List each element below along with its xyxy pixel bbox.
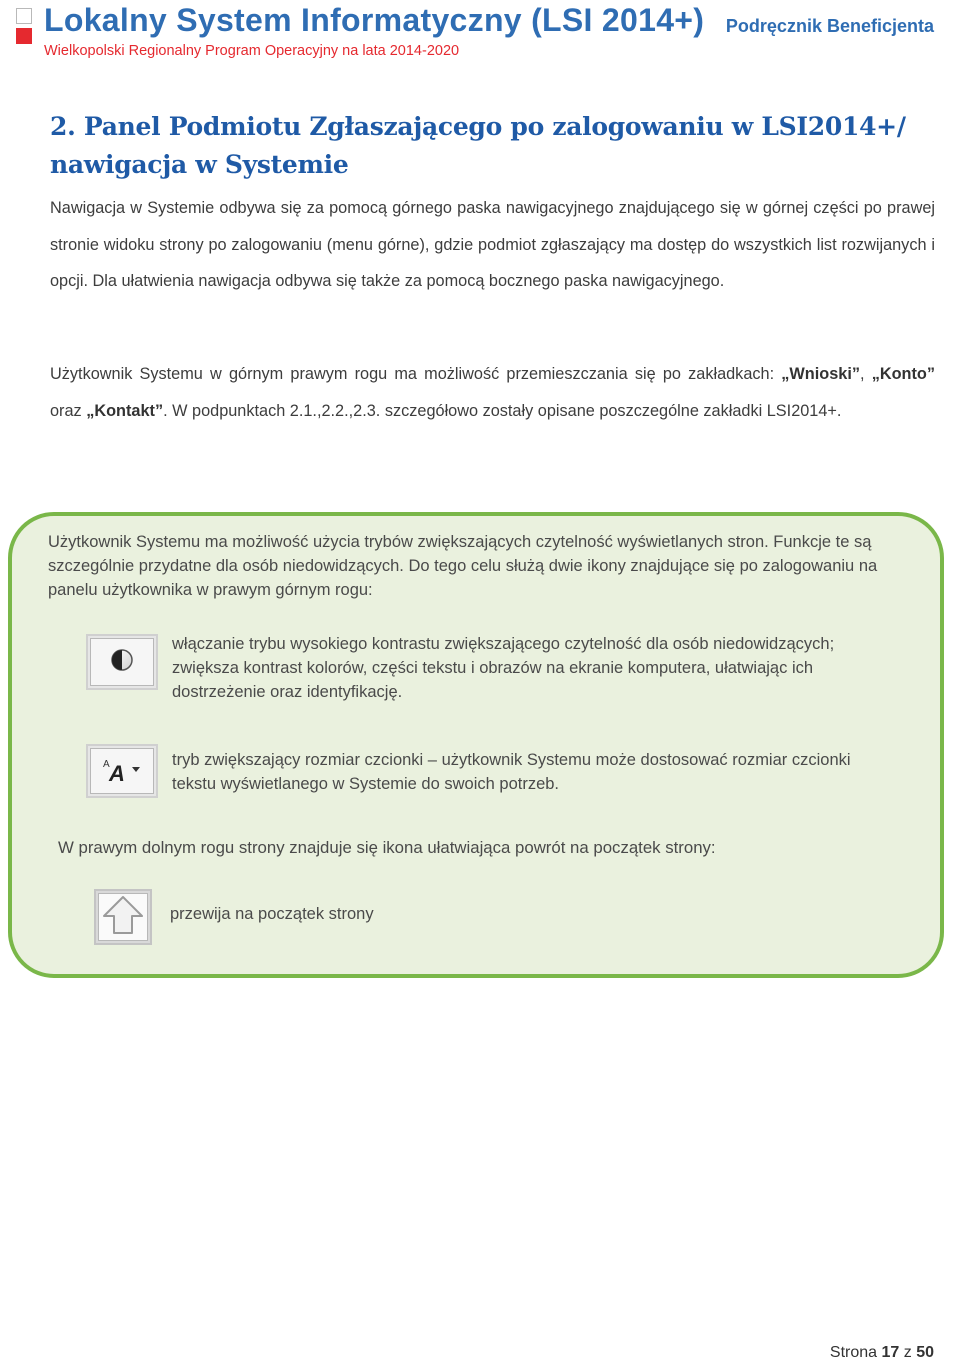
page-number <box>830 1344 934 1362</box>
separator: , <box>859 365 872 383</box>
scroll-top-button[interactable] <box>94 889 152 945</box>
svg-text:A: A <box>103 758 110 770</box>
logo-square-white <box>16 8 32 24</box>
navigation-paragraph: Nawigacja w Systemie odbywa się za pomocą górnego paska nawigacyjnego znajdującego się w górnej części po prawej stronie widoku strony po zalogowaniu (menu górne), gdzie podmiot zgłaszający ma dostęp do wszystkich list rozwijanych i opcji. Dla ułatwienia nawigacja odbywa się także za pomocą bocznego paska nawigacyjnego. <box>50 199 935 290</box>
logo-mark <box>16 8 34 48</box>
app-subtitle: Wielkopolski Regionalny Program Operacyjny na lata 2014-2020 <box>44 43 460 59</box>
tabs-paragraph <box>50 356 935 429</box>
tabs-paragraph-text-2: . W podpunktach 2.1.,2.2.,2.3. szczegółowo zostały opisane poszczególne zakładki LSI2014+. <box>163 401 842 420</box>
contrast-icon <box>109 647 135 678</box>
page-number-separator: z <box>899 1344 917 1361</box>
arrow-up-icon <box>101 894 145 941</box>
tab-name-wnioski: „Wnioski” <box>781 365 860 383</box>
tab-name-kontakt: „Kontakt” <box>86 401 164 420</box>
font-size-button[interactable] <box>86 744 158 798</box>
logo-square-red <box>16 28 32 44</box>
scroll-top-button-face <box>98 893 148 941</box>
accessibility-intro: Użytkownik Systemu ma możliwość użycia trybów zwiększających czytelność wyświetlanych stron. Funkcje te są szczególnie przydatne dla osób niedowidzących. Do tego celu służą dwie ikony znajdujące się po zalogowaniu na panelu użytkownika w prawym górnym rogu: <box>48 533 878 599</box>
page-total: 50 <box>916 1344 934 1361</box>
scroll-top-intro: W prawym dolnym rogu strony znajduje się ikona ułatwiająca powrót na początek strony: <box>58 838 716 857</box>
font-size-icon <box>100 754 144 789</box>
scroll-top-description: przewija na początek strony <box>170 905 374 923</box>
contrast-button[interactable] <box>86 634 158 690</box>
separator: oraz <box>50 401 87 420</box>
contrast-button-face <box>90 638 154 686</box>
font-size-button-face <box>90 748 154 794</box>
contrast-description: włączanie trybu wysokiego kontrastu zwiększającego czytelność dla osób niedowidzących; zwiększa kontrast kolorów, części tekstu i obrazów na ekranie komputera, ułatwiając ich dostrzeżenie oraz identyfikację. <box>172 635 835 701</box>
page-current: 17 <box>881 1344 900 1361</box>
tabs-paragraph-text-1: Użytkownik Systemu w górnym prawym rogu ma możliwość przemieszczania się po zakładkach: <box>50 365 782 383</box>
tab-name-konto: „Konto” <box>871 365 935 383</box>
page-number-prefix: Strona <box>829 1344 882 1361</box>
font-size-description: tryb zwiększający rozmiar czcionki – użytkownik Systemu może dostosować rozmiar czcionki tekstu wyświetlanego w Systemie do swoich potrzeb. <box>172 751 851 793</box>
manual-label: Podręcznik Beneficjenta <box>725 16 934 36</box>
app-title: Lokalny System Informatyczny (LSI 2014+) <box>44 2 705 38</box>
section-title: 2. Panel Podmiotu Zgłaszającego po zalogowaniu w LSI2014+/ nawigacja w Systemie <box>50 112 906 179</box>
svg-text:A: A <box>109 760 125 784</box>
